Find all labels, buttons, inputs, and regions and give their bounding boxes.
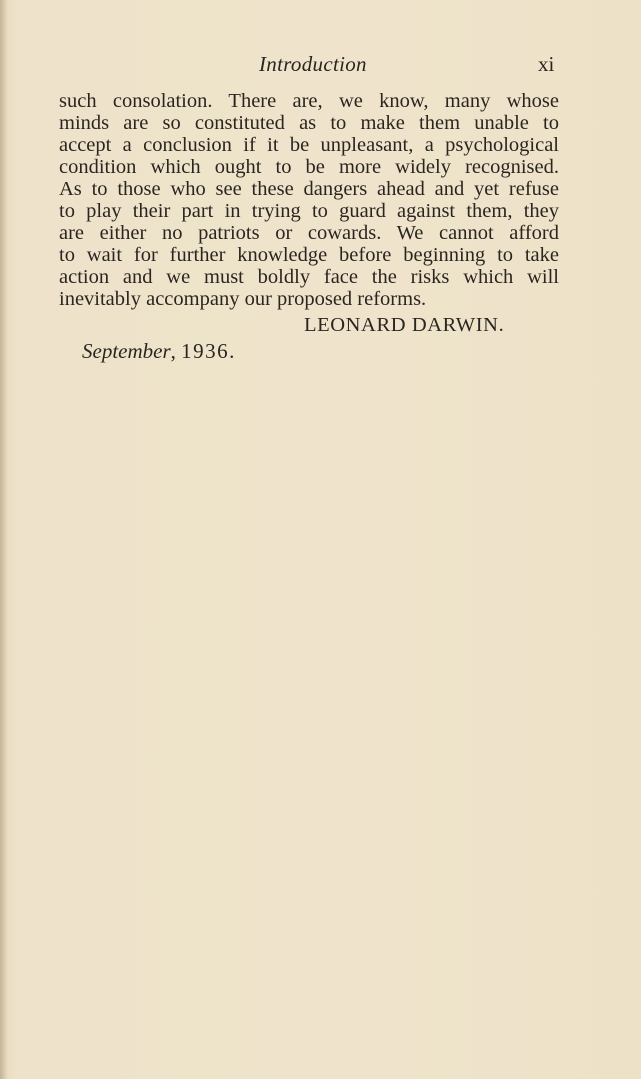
page-number: xi — [538, 52, 555, 76]
text-line: such consolation. There are, we know, many whose — [59, 90, 559, 112]
text-line: action and we must boldly face the risks which will — [59, 266, 559, 288]
body-paragraph — [59, 90, 559, 310]
dateline-month: September — [82, 339, 171, 363]
text-line: are either no patriots or cowards. We cannot afford — [59, 222, 559, 244]
dateline-year: 1936. — [181, 339, 236, 363]
text-line: condition which ought to be more widely recognised. — [59, 156, 559, 178]
text-line: minds are so constituted as to make them unable to — [59, 112, 559, 134]
text-line: to wait for further knowledge before beginning to take — [59, 244, 559, 266]
dateline — [82, 339, 236, 364]
text-line: accept a conclusion if it be unpleasant, a psychological — [59, 134, 559, 156]
text-line: inevitably accompany our proposed reforms. — [59, 288, 427, 310]
text-line: As to those who see these dangers ahead and yet refuse — [59, 178, 559, 200]
running-head-title: Introduction — [259, 52, 367, 76]
dateline-separator: , — [170, 339, 176, 363]
page-gutter-shadow — [0, 0, 8, 1079]
text-line: to play their part in trying to guard against them, they — [59, 200, 559, 222]
running-head — [0, 52, 641, 80]
author-signature: LEONARD DARWIN. — [304, 314, 505, 336]
